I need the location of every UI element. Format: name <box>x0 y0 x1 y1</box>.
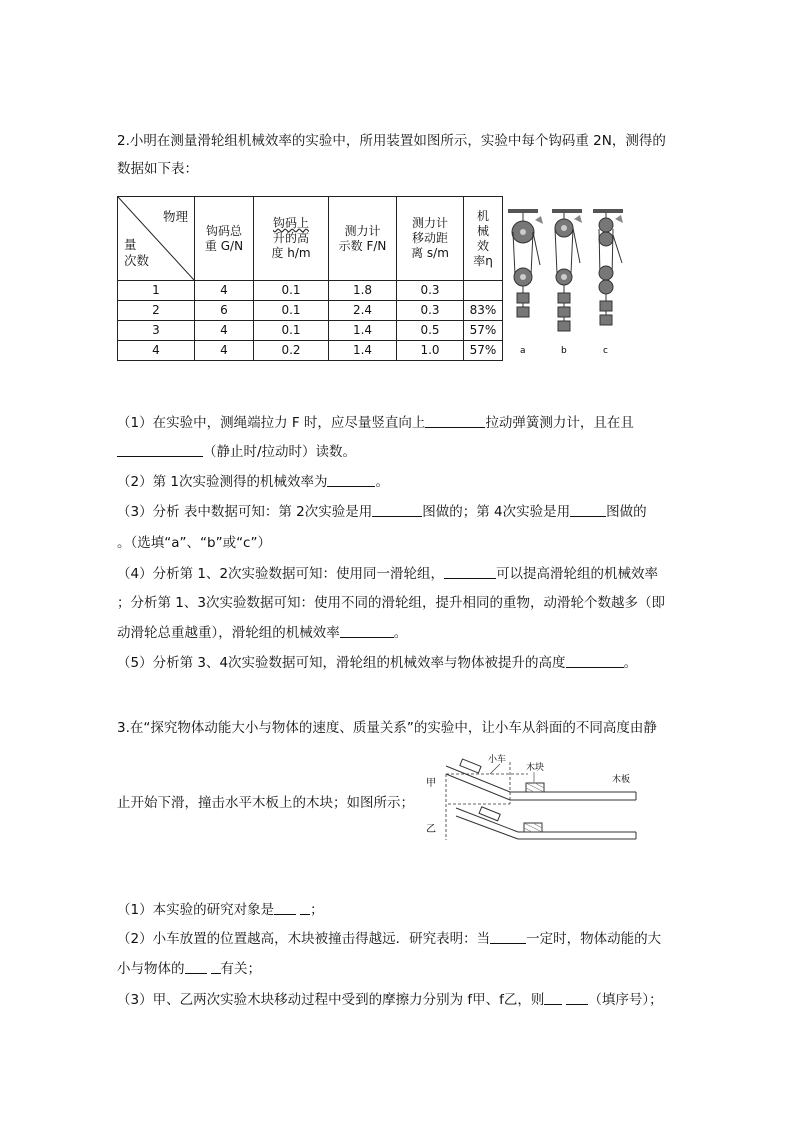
pulley-figure <box>500 205 640 360</box>
q2-part2: （2）第 1次实验测得的机械效率为 。 <box>117 474 389 490</box>
q2-part4-line3: 动滑轮总重越重），滑轮组的机械效率 。 <box>117 625 408 641</box>
answer-blank[interactable] <box>544 991 562 1005</box>
label-board: 木板 <box>612 775 631 785</box>
q2-part3-line1: （3）分析 表中数据可知：第 2次实验是用 图做的；第 4次实验是用 图做的 <box>117 504 647 520</box>
q2-part4-line2: ；分析第 1、3次实验数据可知：使用不同的滑轮组，提升相同的重物，动滑轮个数越多（即 <box>117 595 665 611</box>
table-corner-cell <box>118 197 195 281</box>
header-efficiency: 机 械 效 率η <box>464 197 503 281</box>
answer-blank[interactable] <box>274 901 296 915</box>
data-table <box>117 196 503 361</box>
cart-yi <box>479 807 500 821</box>
answer-blank[interactable] <box>117 443 203 457</box>
q3-part2-line2: 小与物体的 有关； <box>117 961 261 977</box>
figure-yi: 乙 <box>426 824 436 835</box>
table-header-row <box>118 197 503 281</box>
q3-part2-line1: （2）小车放置的位置越高，木块被撞击得越远．研究表明：当 一定时，物体动能的大 <box>117 931 662 947</box>
label-cart: 小车 <box>488 755 507 765</box>
label-block: 木块 <box>526 763 545 773</box>
corner-label-trials: 次数 <box>124 253 150 268</box>
answer-blank[interactable] <box>490 930 526 944</box>
header-height: 钩码上 升的高 度 h/m <box>254 197 329 281</box>
q3-intro-line1: 3.在“探究物体动能大小与物体的速度、质量关系”的实验中，让小车从斜面的不同高度由静 <box>117 720 657 736</box>
q2-part4-line1: （4）分析第 1、2次实验数据可知：使用同一滑轮组， 可以提高滑轮组的机械效率 <box>117 566 659 582</box>
table-row: 2 6 0.1 2.4 0.3 83% <box>118 301 503 321</box>
figure-label-b: b <box>561 346 567 356</box>
pulley-setup-a <box>508 209 543 317</box>
q2-part5: （5）分析第 3、4次实验数据可知，滑轮组的机械效率与物体被提升的高度 。 <box>117 655 638 671</box>
q2-intro-line1: 2.小明在测量滑轮组机械效率的实验中，所用装置如图所示，实验中每个钩码重 2N，测得的 <box>117 133 666 149</box>
table-row: 4 4 0.2 1.4 1.0 57% <box>118 341 503 361</box>
answer-blank[interactable] <box>444 565 496 579</box>
answer-blank[interactable] <box>300 901 310 915</box>
answer-blank[interactable] <box>425 414 485 428</box>
pulley-setup-c <box>593 209 623 325</box>
answer-blank[interactable] <box>185 960 207 974</box>
table-row: 3 4 0.1 1.4 0.5 57% <box>118 321 503 341</box>
q3-intro-line2: 止开始下滑，撞击水平木板上的木块；如图所示； <box>117 795 414 811</box>
q3-part1: （1）本实验的研究对象是 ； <box>117 902 324 918</box>
q3-part3: （3）甲、乙两次实验木块移动过程中受到的摩擦力分别为 f甲、f乙，则 （填序号）； <box>117 992 663 1008</box>
corner-label-top: 物理 <box>162 209 188 224</box>
answer-blank[interactable] <box>340 624 394 638</box>
cart-jia <box>460 759 481 773</box>
figure-label-a: a <box>520 346 526 356</box>
answer-blank[interactable] <box>566 654 624 668</box>
answer-blank[interactable] <box>570 503 606 517</box>
header-weight: 钩码总 重 G/N <box>195 197 254 281</box>
q2-intro-line2: 数据如下表： <box>117 161 198 177</box>
pulley-setup-b <box>552 209 582 331</box>
incline-figure <box>418 752 640 840</box>
answer-blank[interactable] <box>566 991 588 1005</box>
q2-part1-line1: （1）在实验中，测绳端拉力 F 时，应尽量竖直向上 拉动弹簧测力计，且在且 <box>117 415 634 431</box>
figure-jia: 甲 <box>426 778 436 789</box>
header-force: 测力计 示数 F/N <box>329 197 397 281</box>
header-distance: 测力计 移动距 离 s/m <box>397 197 464 281</box>
answer-blank[interactable] <box>372 503 422 517</box>
table-row: 1 4 0.1 1.8 0.3 <box>118 281 503 301</box>
q2-part1-line2: （静止时/拉动时）读数。 <box>117 443 356 461</box>
corner-label-quantity: 量 <box>124 237 137 252</box>
figure-label-c: c <box>603 346 608 356</box>
q2-part3-line2: 。（选填“a”、“b”或“c”） <box>117 535 271 551</box>
answer-blank[interactable] <box>327 473 375 487</box>
answer-blank[interactable] <box>211 960 221 974</box>
